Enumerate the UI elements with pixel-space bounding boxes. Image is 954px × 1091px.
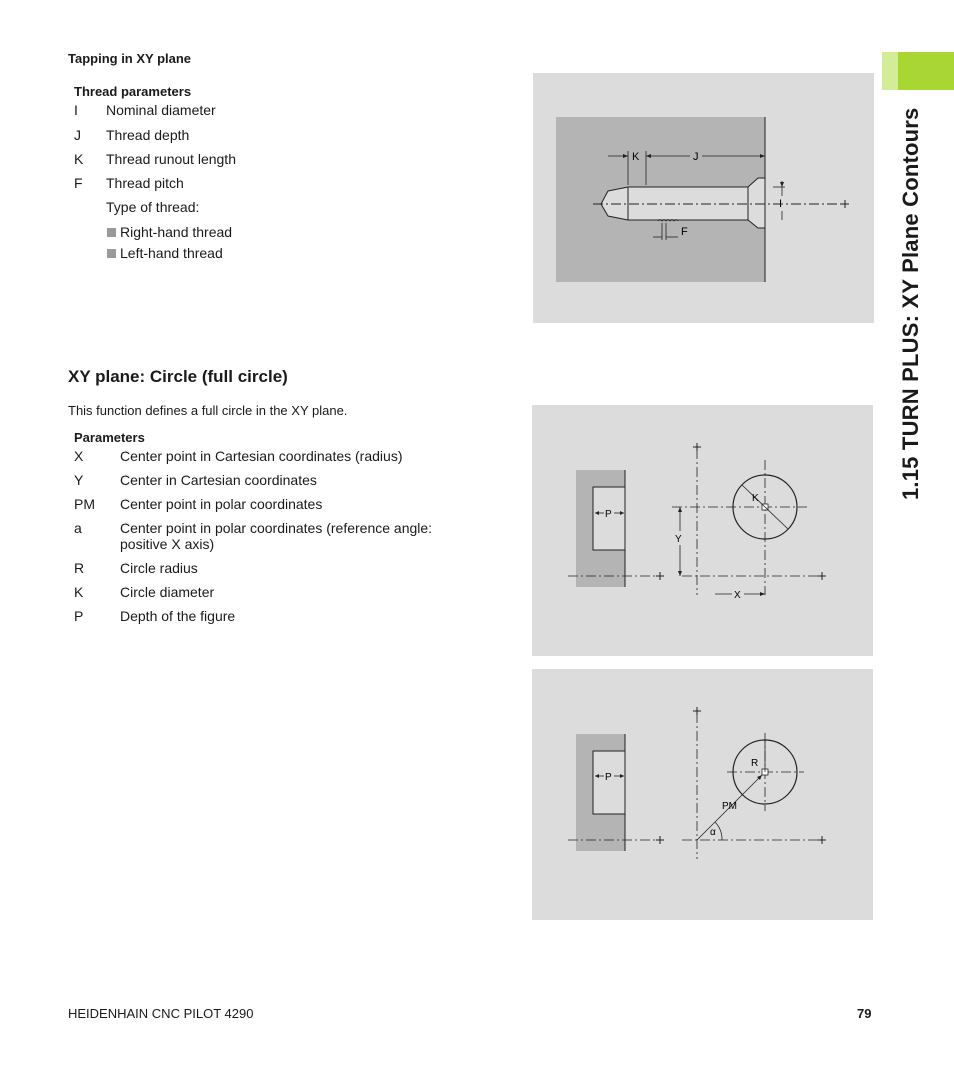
- section-intro: This function defines a full circle in the XY plane.: [68, 403, 348, 418]
- subheading-parameters: Parameters: [74, 430, 145, 445]
- label-I: I: [779, 198, 783, 210]
- page-number: 79: [857, 1006, 872, 1021]
- chapter-title-text: 1.15 TURN PLUS: XY Plane Contours: [898, 107, 923, 500]
- figure-circle-cartesian: [532, 405, 873, 656]
- label-R: R: [751, 758, 759, 769]
- label-X: X: [734, 590, 741, 601]
- section-heading-circle: XY plane: Circle (full circle): [68, 367, 288, 386]
- list-item: Right-hand thread: [107, 224, 232, 240]
- label-F: F: [681, 226, 688, 238]
- circle-polar-diagram: [532, 669, 873, 920]
- label-K: K: [632, 151, 640, 163]
- thread-diagram: [533, 73, 874, 323]
- subheading-thread-parameters: Thread parameters: [74, 84, 192, 99]
- label-P: P: [605, 772, 612, 783]
- label-J: J: [693, 151, 699, 163]
- section-heading-tapping: Tapping in XY plane: [68, 51, 192, 66]
- label-P: P: [605, 509, 612, 520]
- footer-product: HEIDENHAIN CNC PILOT 4290: [68, 1006, 254, 1021]
- label-K: K: [752, 493, 759, 504]
- label-Y: Y: [675, 534, 682, 545]
- label-alpha: α: [710, 827, 716, 838]
- square-bullet-icon: [107, 249, 116, 258]
- figure-thread: [533, 73, 874, 323]
- figure-circle-polar: [532, 669, 873, 920]
- label-PM: PM: [722, 801, 737, 812]
- list-item: Left-hand thread: [107, 245, 223, 261]
- circle-cartesian-diagram: [532, 405, 873, 656]
- square-bullet-icon: [107, 228, 116, 237]
- chapter-title-vertical: [890, 52, 930, 502]
